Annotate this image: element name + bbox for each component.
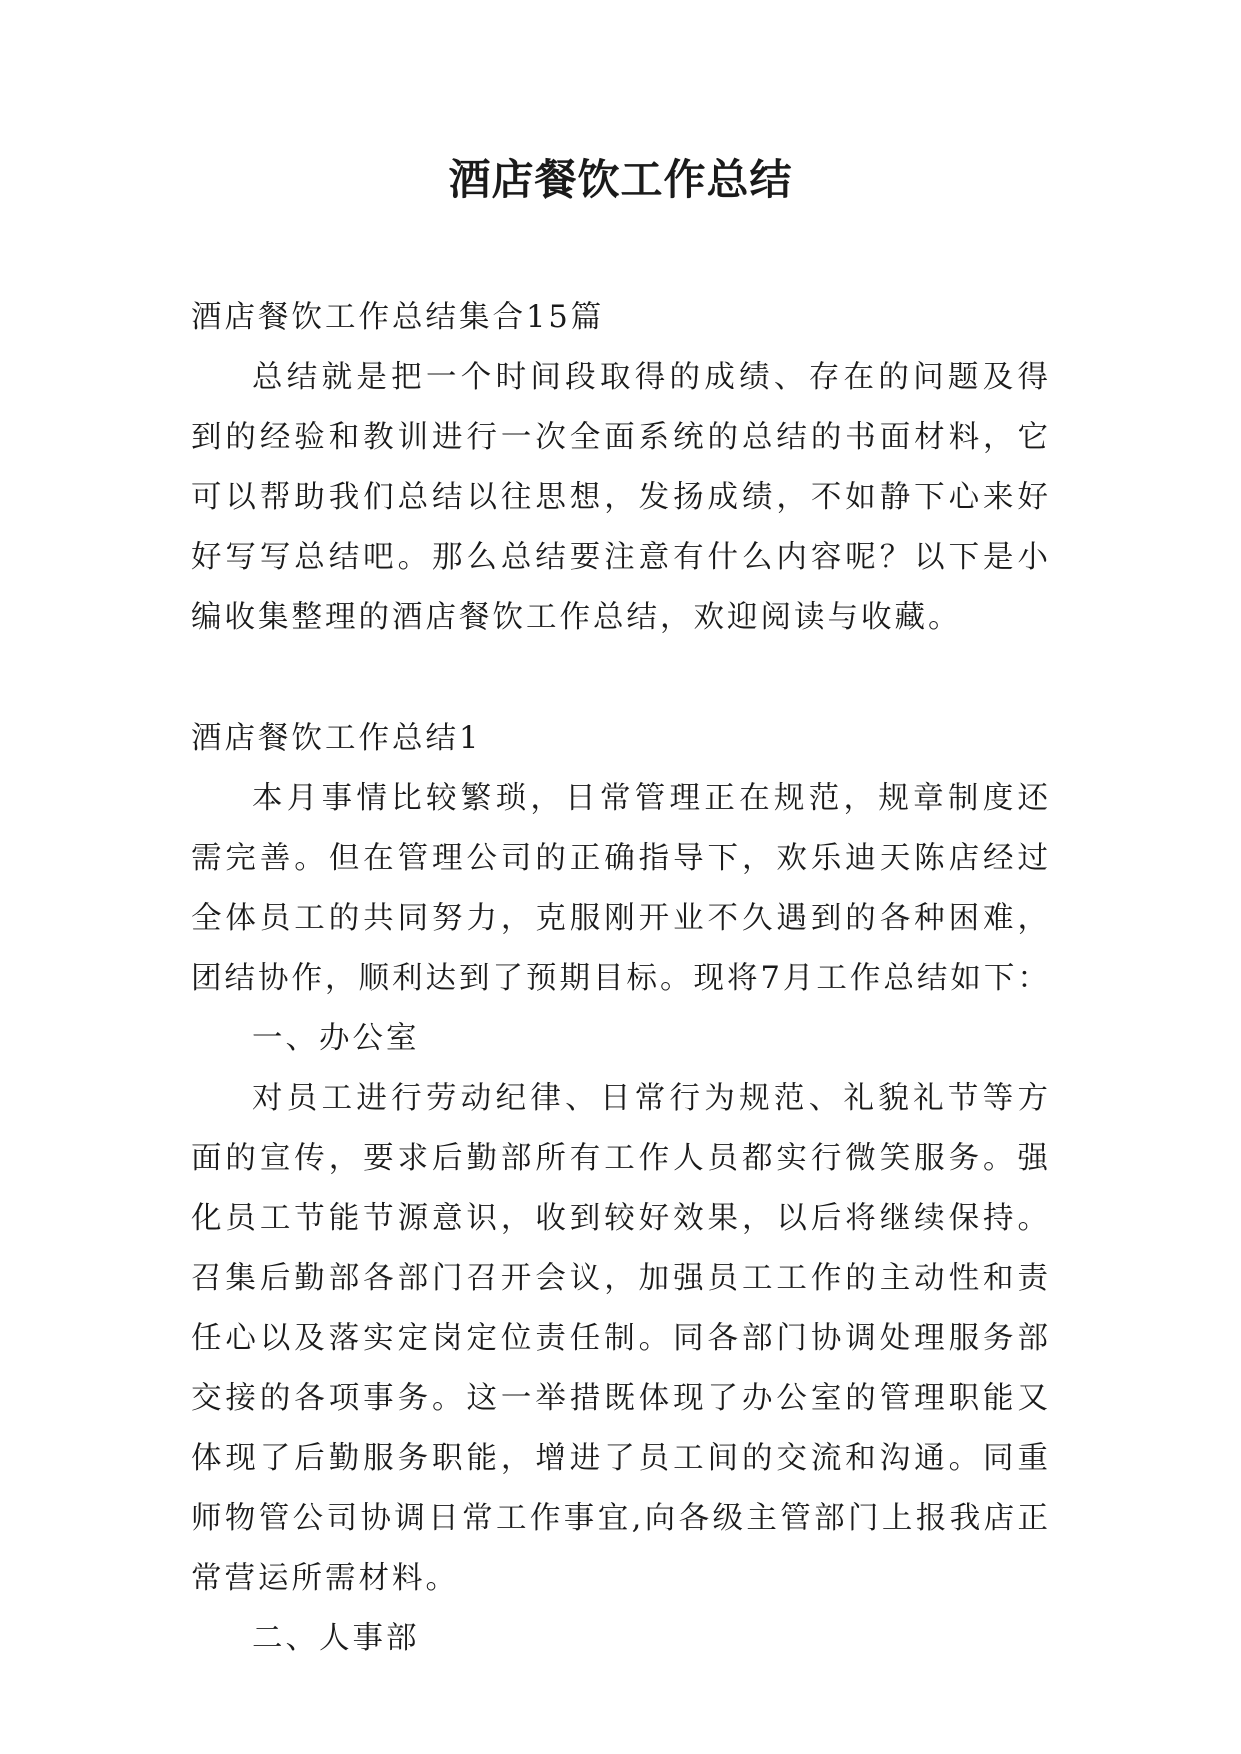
document-subtitle: 酒店餐饮工作总结集合15篇 xyxy=(191,300,605,335)
document-body xyxy=(191,288,1051,1669)
body-paragraph-1: 本月事情比较繁琐，日常管理正在规范，规章制度还需完善。但在管理公司的正确指导下，欢乐迪天陈店经过全体员工的共同努力，克服刚开业不久遇到的各种困难，团结协作，顺利达到了预期目标。现将7月工作总结如下： xyxy=(191,781,1051,996)
section-heading-hr: 二、人事部 xyxy=(252,1621,420,1656)
body-paragraph-2: 对员工进行劳动纪律、日常行为规范、礼貌礼节等方面的宣传，要求后勤部所有工作人员都实行微笑服务。强化员工节能节源意识，收到较好效果，以后将继续保持。召集后勤部各部门召开会议，加强员工工作的主动性和责任心以及落实定岗定位责任制。同各部门协调处理服务部交接的各项事务。这一举措既体现了办公室的管理职能又体现了后勤服务职能，增进了员工间的交流和沟通。同重师物管公司协调日常工作事宜,向各级主管部门上报我店正常营运所需材料。 xyxy=(191,1081,1051,1596)
section-title: 酒店餐饮工作总结1 xyxy=(191,721,482,756)
intro-paragraph: 总结就是把一个时间段取得的成绩、存在的问题及得到的经验和教训进行一次全面系统的总结的书面材料，它可以帮助我们总结以往思想，发扬成绩，不如静下心来好好写写总结吧。那么总结要注意有什么内容呢？以下是小编收集整理的酒店餐饮工作总结，欢迎阅读与收藏。 xyxy=(191,360,1051,635)
document-title: 酒店餐饮工作总结 xyxy=(448,155,793,204)
section-heading-office: 一、办公室 xyxy=(252,1021,420,1056)
